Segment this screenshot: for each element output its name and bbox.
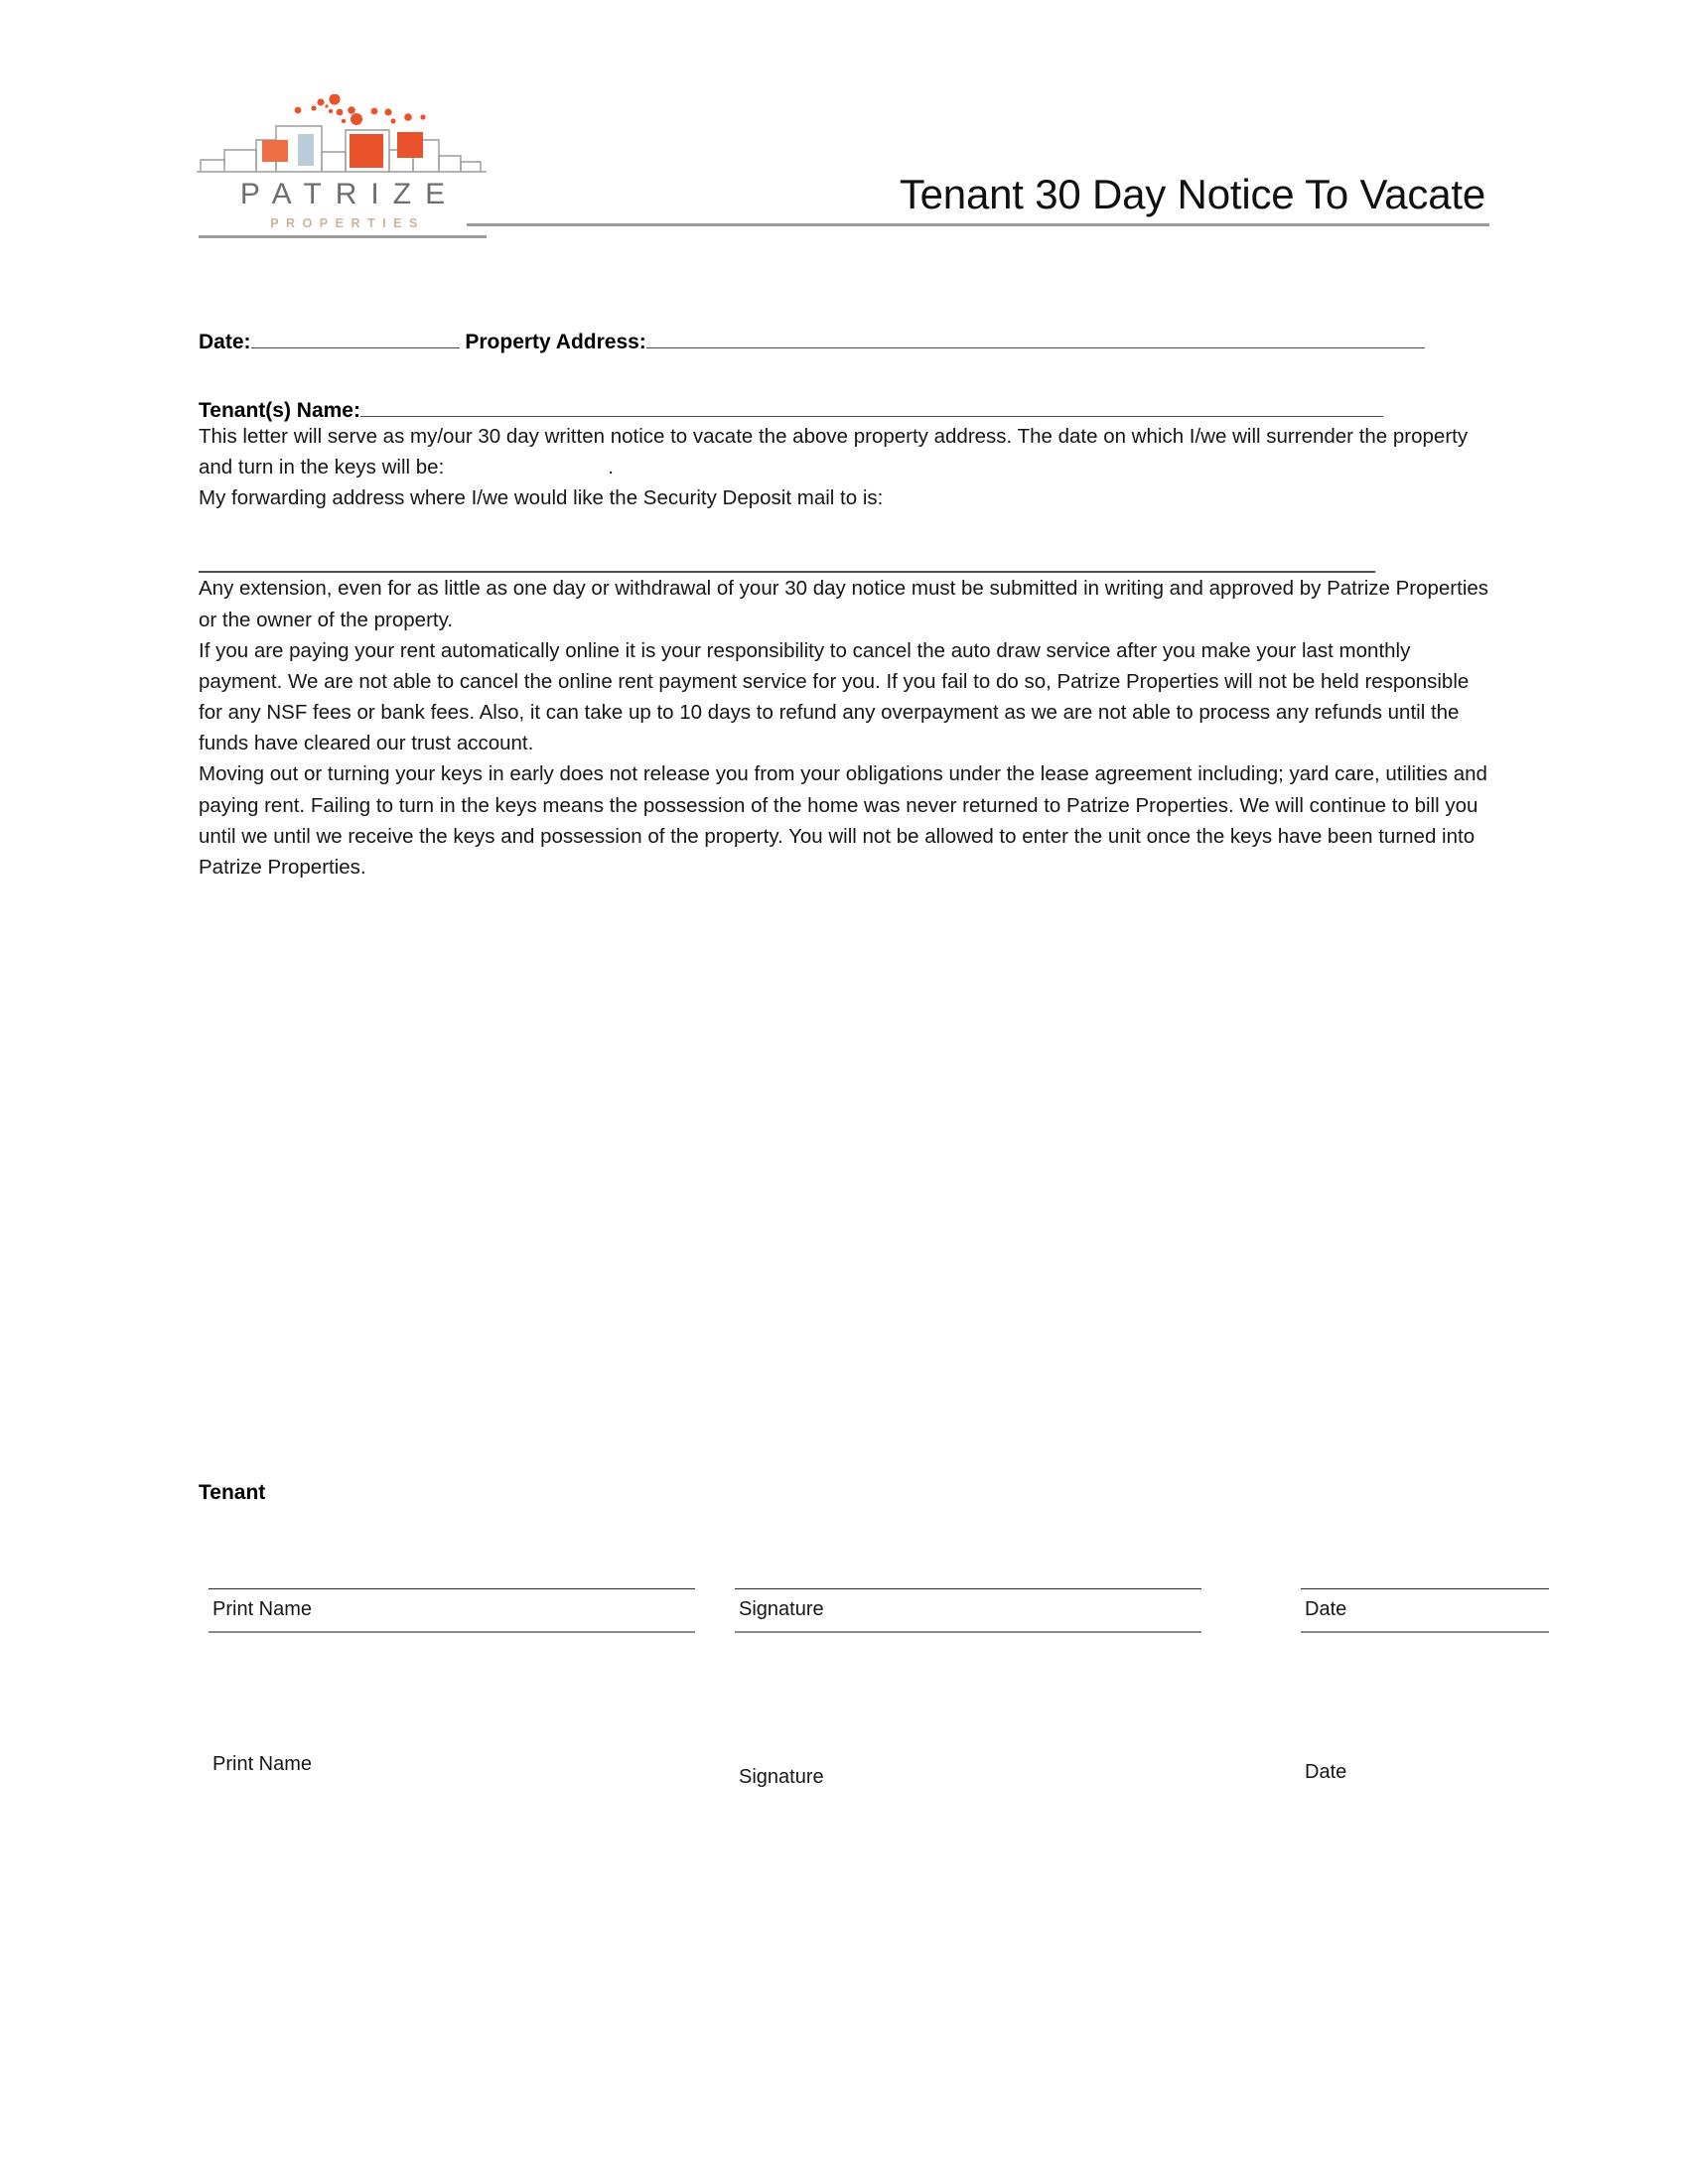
logo-wordmark: PATRIZE (239, 178, 460, 210)
date-address-row (199, 328, 1489, 352)
date-label: Date: (199, 331, 251, 353)
intro-line-1: This letter will serve as my/our 30 day written notice to vacate the above property address. The date on which I/we will (199, 425, 1261, 448)
signature-row-2 (199, 1753, 1489, 1843)
extension-paragraph: Any extension, even for as little as one day or withdrawal of your 30 day notice must be submitted in writing and approved by Patrize Properties or the owner of the property. (199, 577, 1489, 631)
intro-line-2: surrender the property and turn in the keys will be: (199, 425, 1469, 479)
print-name-field-1 (209, 1588, 695, 1633)
document-body (199, 328, 1489, 883)
tenants-name-label: Tenant(s) Name: (199, 399, 360, 422)
date-line-bottom-1[interactable] (1301, 1631, 1549, 1633)
property-address-input[interactable] (646, 328, 1425, 348)
moving-out-paragraph: Moving out or turning your keys in early does not release you from your obligations under the lease agreement including; yard care, utilities and paying rent. Failing to turn in the keys means the possession of the home was never returned to Patrize Properties. We will continue to bill you until we until we receive the keys and possession of the property. You will not be allowed to enter the unit once the keys have been turned into Patrize Properties. (199, 762, 1487, 879)
signature-label-2: Signature (739, 1766, 824, 1788)
signature-field-1 (735, 1588, 1201, 1633)
date-label-1: Date (1305, 1598, 1347, 1620)
date-field-1 (1301, 1588, 1549, 1633)
signature-row-1 (199, 1588, 1489, 1706)
title-underline (467, 223, 1489, 226)
print-name-line-bottom-1[interactable] (209, 1631, 695, 1633)
print-name-label-2: Print Name (212, 1753, 313, 1775)
intro-trailing-mark: . (608, 456, 614, 479)
tenant-section-heading: Tenant (199, 1481, 266, 1504)
signature-line-bottom-1[interactable] (735, 1631, 1201, 1633)
signature-area (199, 1588, 1489, 1843)
logo-tagline: PROPERTIES (270, 215, 425, 230)
forwarding-address-paragraph: My forwarding address where I/we would like the Security Deposit mail to is: (199, 486, 884, 510)
document-title-block (467, 172, 1489, 226)
tenant-name-row (199, 396, 1489, 421)
date-input[interactable] (251, 328, 460, 348)
intro-paragraph (199, 421, 1489, 482)
print-name-label-1: Print Name (212, 1598, 313, 1620)
signature-label-1: Signature (739, 1598, 824, 1620)
page-title: Tenant 30 Day Notice To Vacate (899, 171, 1485, 217)
date-label-2: Date (1305, 1761, 1347, 1783)
skyline-logo-icon (195, 94, 492, 179)
document-header (0, 94, 1688, 258)
company-logo (195, 94, 492, 238)
logo-underline (199, 235, 487, 238)
tenants-name-input[interactable] (360, 396, 1383, 417)
property-address-label: Property Address: (465, 331, 646, 353)
autopay-paragraph: If you are paying your rent automatically online it is your responsibility to cancel the auto draw service after you make your last monthly payment. We are not able to cancel the online rent payment service for you. If you fail to do so, Patrize Properties will not be held responsible for any NSF fees or bank fees. Also, it can take up to 10 days to refund any overpayment as we are not able to process any refunds until the funds have cleared our trust account. (199, 638, 1470, 755)
